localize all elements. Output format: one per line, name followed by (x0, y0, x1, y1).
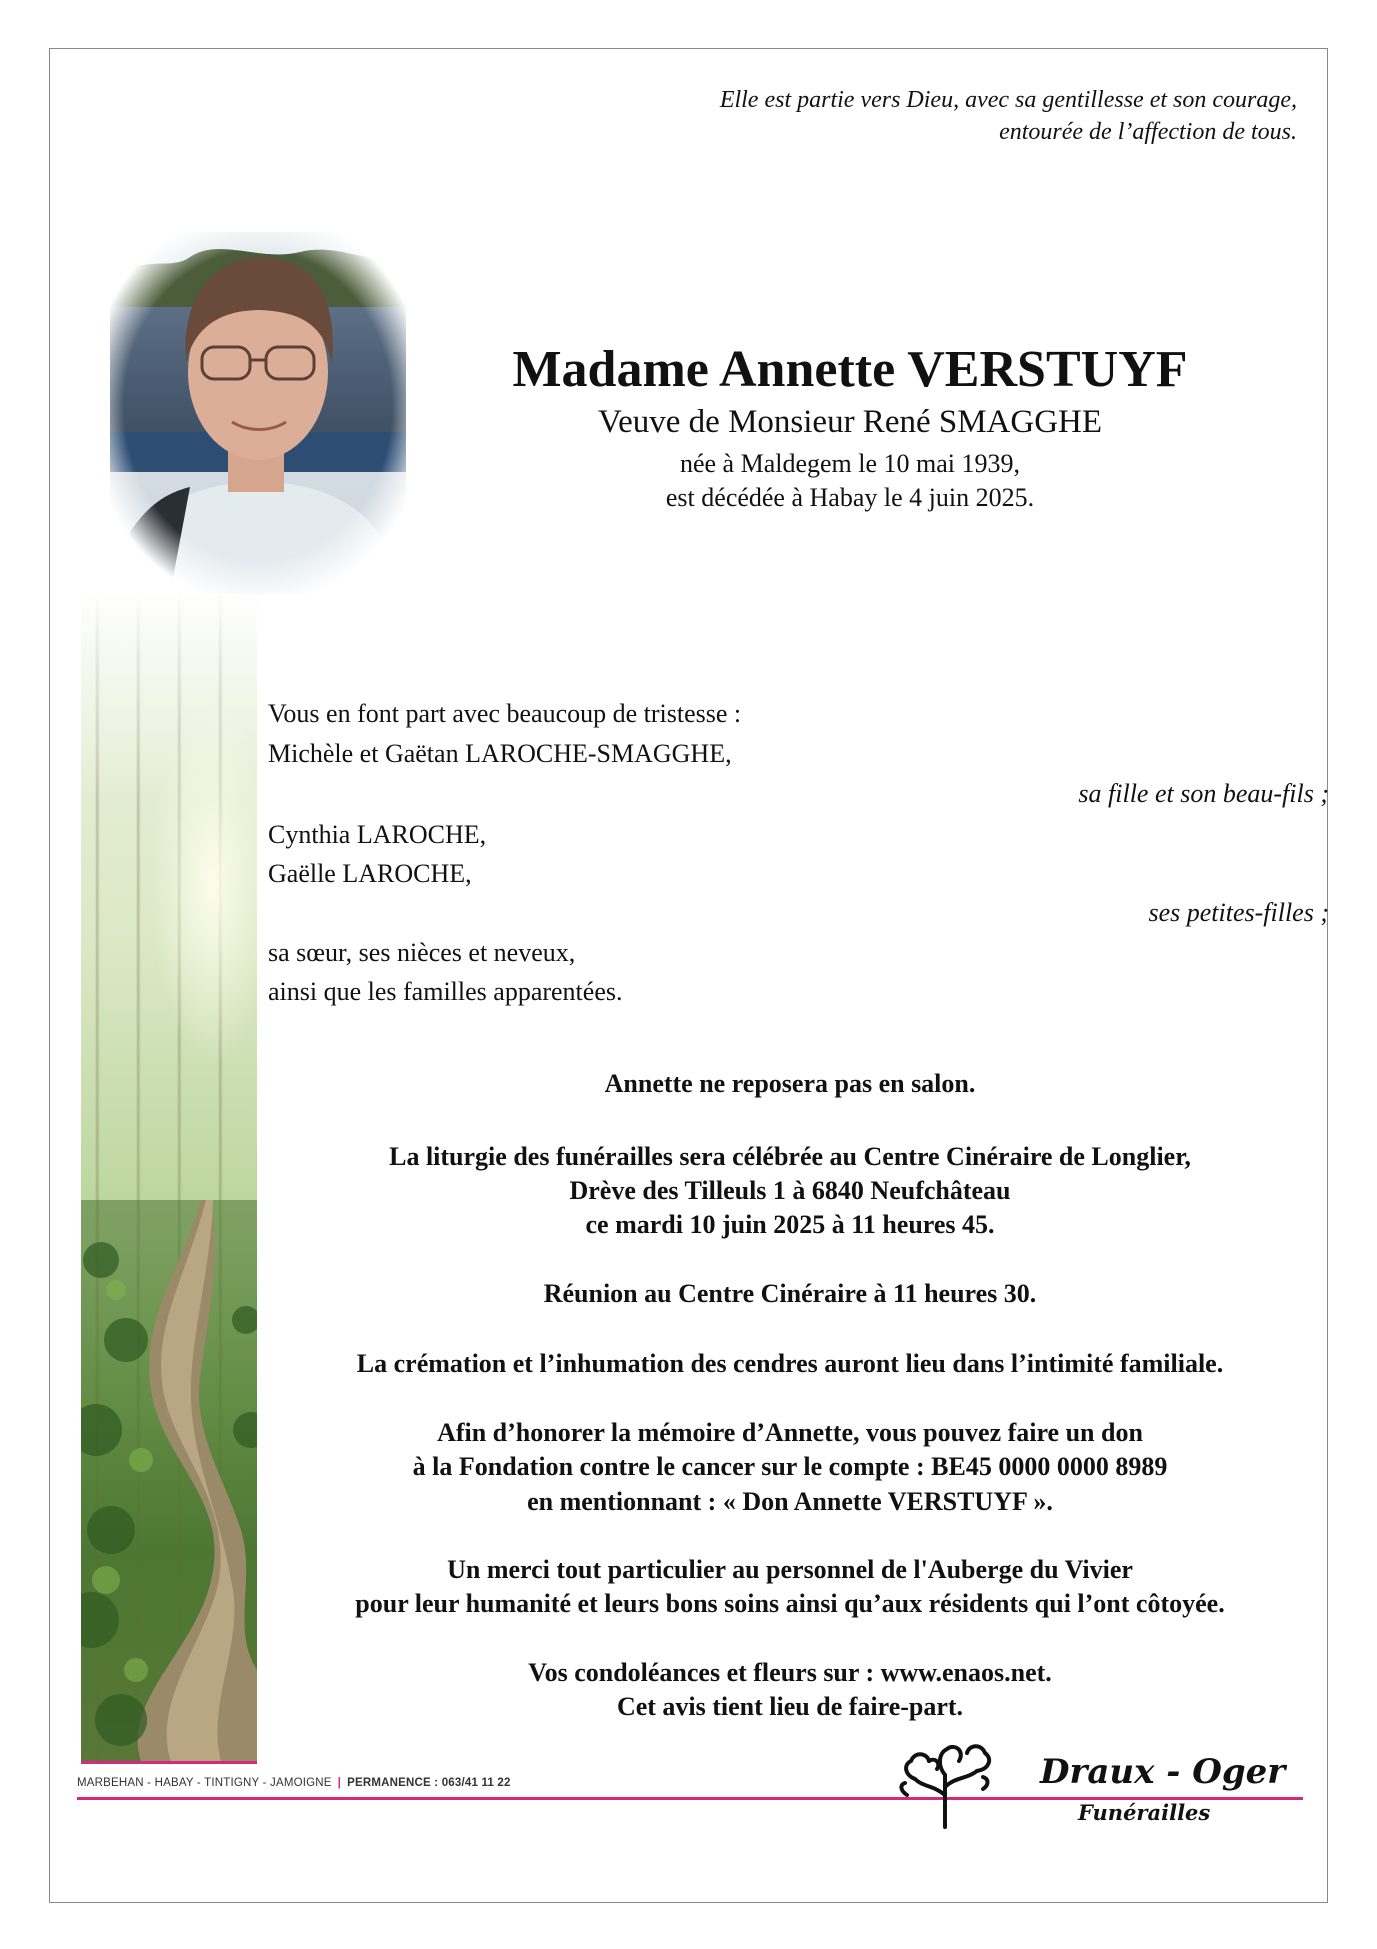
donation-line-2: à la Fondation contre le cancer sur le compte : BE45 0000 0000 8989 (412, 1452, 1168, 1481)
death-line: est décédée à Habay le 4 juin 2025. (665, 483, 1035, 512)
salon-notice: Annette ne reposera pas en salon. (604, 1069, 976, 1098)
relation-daughter: sa fille et son beau-fils ; (1078, 779, 1329, 808)
family-daughter: Michèle et Gaëtan LAROCHE-SMAGGHE, (268, 739, 732, 768)
family-granddaughter-1: Cynthia LAROCHE, (268, 820, 487, 849)
footer-locations: MARBEHAN - HABAY - TINTIGNY - JAMOIGNE (77, 1777, 332, 1789)
thanks-line-1: Un merci tout particulier au personnel de l'Auberge du Vivier (447, 1555, 1133, 1584)
reunion-notice: Réunion au Centre Cinéraire à 11 heures 30. (543, 1279, 1037, 1308)
thanks-line-2: pour leur humanité et leurs bons soins ainsi qu’aux résidents qui l’ont côtoyée. (355, 1589, 1225, 1618)
condolences-line-1: Vos condoléances et fleurs sur : www.enaos.net. (528, 1658, 1052, 1687)
family-intro: Vous en font part avec beaucoup de tristesse : (268, 699, 742, 728)
footer-contact (77, 1777, 511, 1789)
forest-path-image (81, 1200, 257, 1762)
footer-separator: | (337, 1777, 342, 1789)
condolences-line-2: Cet avis tient lieu de faire-part. (616, 1692, 964, 1721)
liturgy-line-1: La liturgie des funérailles sera célébrée au Centre Cinéraire de Longlier, (389, 1142, 1191, 1171)
cremation-notice: La crémation et l’inhumation des cendres auront lieu dans l’intimité familiale. (356, 1349, 1224, 1378)
donation-line-3: en mentionnant : « Don Annette VERSTUYF ». (527, 1487, 1053, 1516)
donation-line-1: Afin d’honorer la mémoire d’Annette, vous pouvez faire un don (437, 1418, 1143, 1447)
relation-granddaughters: ses petites-filles ; (1148, 898, 1329, 927)
liturgy-line-3: ce mardi 10 juin 2025 à 11 heures 45. (585, 1210, 995, 1239)
decoration-pink-rule (81, 1761, 257, 1764)
family-others-1: sa sœur, ses nièces et neveux, (268, 938, 576, 967)
family-granddaughter-2: Gaëlle LAROCHE, (268, 859, 472, 888)
liturgy-line-2: Drève des Tilleuls 1 à 6840 Neufchâteau (569, 1176, 1011, 1205)
epitaph-line-1: Elle est partie vers Dieu, avec sa gentillesse et son courage, (719, 87, 1297, 113)
widow-of-line: Veuve de Monsieur René SMAGGHE (597, 404, 1103, 440)
epitaph-quote (720, 84, 1297, 148)
brand-subtitle: Funérailles (1072, 1800, 1216, 1825)
birth-line: née à Maldegem le 10 mai 1939, (679, 449, 1021, 478)
tree-logo-icon (893, 1735, 997, 1829)
epitaph-line-2: entourée de l’affection de tous. (999, 119, 1297, 145)
brand-name: Draux - Oger (1040, 1752, 1286, 1792)
deceased-name: Madame Annette VERSTUYF (512, 341, 1188, 398)
portrait-photo (110, 232, 406, 594)
family-others-2: ainsi que les familles apparentées. (268, 977, 623, 1006)
footer-permanence: PERMANENCE : 063/41 11 22 (347, 1777, 511, 1789)
